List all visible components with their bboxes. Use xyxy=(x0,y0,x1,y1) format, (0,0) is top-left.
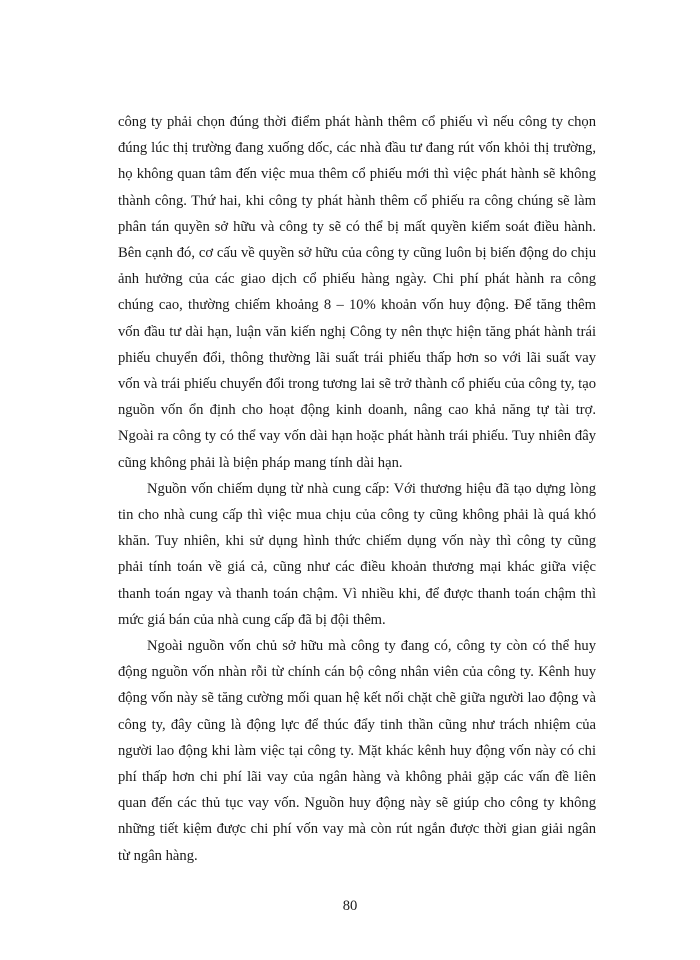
paragraph-supplier-credit: Nguồn vốn chiếm dụng từ nhà cung cấp: Với thương hiệu đã tạo dựng lòng tin cho nhà cung cấp thì việc mua chịu của công ty cũng không phải là quá khó khăn. Tuy nhiên, khi sử dụng hình thức chiếm dụng vốn này thì công ty cũng phải tính toán về giá cả, cũng như các điều khoản thương mại khác giữa việc thanh toán ngay và thanh toán chậm. Vì nhiều khi, để được thanh toán chậm thì mức giá bán của nhà cung cấp đã bị đội thêm. xyxy=(118,480,596,628)
paragraph-share-issuance: công ty phải chọn đúng thời điểm phát hành thêm cổ phiếu vì nếu công ty chọn đúng lúc thị trường đang xuống dốc, các nhà đầu tư đang rút vốn khỏi thị trường, họ không quan tâm đến việc mua thêm cổ phiếu mới thì việc phát hành sẽ không thành công. Thứ hai, khi công ty phát hành thêm cổ phiếu ra công chúng sẽ làm phân tán quyền sở hữu và công ty sẽ có thể bị mất quyền kiểm soát điều hành. Bên cạnh đó, cơ cấu về quyền sở hữu của công ty cũng luôn bị biến động do chịu ảnh hưởng của các giao dịch cổ phiếu hàng ngày. Chi phí phát hành ra công chúng cao, thường chiếm khoảng 8 – 10% khoản vốn huy động. Để tăng thêm vốn đầu tư dài hạn, luận văn kiến nghị Công ty nên thực hiện tăng phát hành trái phiếu chuyển đổi, thông thường lãi suất trái phiếu thấp hơn so với lãi suất vay vốn và trái phiếu chuyển đổi trong tương lai sẽ trở thành cổ phiếu của công ty, tạo nguồn vốn ổn định cho hoạt động kinh doanh, nâng cao khả năng tự tài trợ. Ngoài ra công ty có thể vay vốn dài hạn hoặc phát hành trái phiếu. Tuy nhiên đây cũng không phải là biện pháp mang tính dài hạn. xyxy=(118,114,596,471)
page-number: 80 xyxy=(342,898,358,914)
document-body xyxy=(118,109,596,869)
paragraph-employee-funding: Ngoài nguồn vốn chủ sở hữu mà công ty đang có, công ty còn có thể huy động nguồn vốn nhàn rỗi từ chính cán bộ công nhân viên của công ty. Kênh huy động vốn này sẽ tăng cường mối quan hệ kết nối chặt chẽ giữa người lao động và công ty, đây cũng là động lực để thúc đẩy tinh thần cũng như trách nhiệm của người lao động khi làm việc tại công ty. Mặt khác kênh huy động vốn này có chi phí thấp hơn chi phí lãi vay của ngân hàng và không phải gặp các vấn đề liên quan đến các thủ tục vay vốn. Nguồn huy động này sẽ giúp cho công ty không những tiết kiệm được chi phí vốn vay mà còn rút ngắn được thời gian giải ngân từ ngân hàng. xyxy=(118,638,596,864)
